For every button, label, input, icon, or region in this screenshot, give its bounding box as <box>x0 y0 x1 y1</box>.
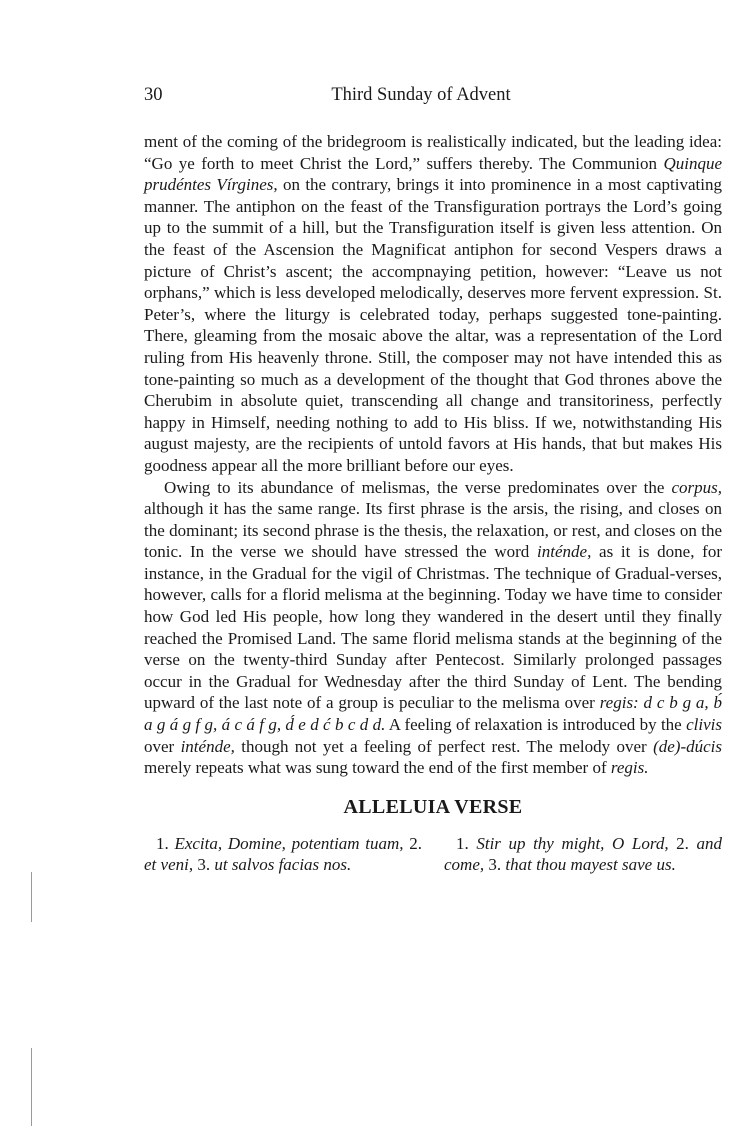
body-text <box>144 131 722 779</box>
page-header <box>144 80 722 110</box>
paragraph-1: ment of the coming of the bridegroom is realistically indicated, but the leading idea: “Go ye forth to meet Christ the Lord,” suffers thereby. The Communion Quinque prudéntes Vírgines, on the contrary, brings it into prominence in a most captivating manner. The antiphon on the feast of the Transfiguration portrays the Lord’s going up to the summit of a hill, but the Transfiguration itself is given less attention. On the feast of the Ascension the Magnificat antiphon for second Vespers draws a picture of Christ’s ascent; the accompnaying petition, however: “Leave us not orphans,” which is less developed melodically, deserves more fervent expression. St. Peter’s, where the liturgy is celebrated today, perhaps suggested tone-painting. There, gleaming from the mosaic above the altar, was a representation of the Lord ruling from His heavenly throne. Still, the composer may not have intended this as tone-painting so much as a development of the thought that God thrones above the Cherubim in absolute quiet, transcending all change and transitoriness, perfectly happy in Himself, needing nothing to add to His bliss. If we, notwithstanding His august majesty, are the recipients of untold favors at His hands, that but makes His goodness appear all the more brilliant before our eyes. <box>144 132 722 475</box>
book-page <box>144 80 722 876</box>
paragraph-2: Owing to its abundance of melismas, the verse predominates over the corpus, although it has the same range. Its first phrase is the arsis, the rising, and closes on the dominant; its second phrase is the thesis, the relaxation, or rest, and closes on the tonic. In the verse we should have stressed the word inténde, as it is done, for instance, in the Gradual for the vigil of Christmas. The technique of Gradual-verses, however, calls for a florid melisma at the beginning. Today we have time to consider how God led His people, how long they wandered in the desert until they finally reached the Promised Land. The same florid melisma stands at the beginning of the verse on the twenty-third Sunday after Pentecost. Similarly prolonged passages occur in the Gradual for Wednesday after the third Sunday of Lent. The bending upward of the last note of a group is peculiar to the melisma over regis: d c b g a, b́ a g á g f g, á c á f g, d́ e d ć b c d d. A feeling of relaxation is introduced by the clivis over inténde, though not yet a feeling of perfect rest. The melody over (de)-dúcis merely repeats what was sung toward the end of the first member of regis. <box>144 477 723 778</box>
section-title: ALLELUIA VERSE <box>343 795 523 818</box>
latin-text: 1. Excita, Domine, potentiam tuam, 2. et veni, 3. ut salvos facias nos. <box>144 833 422 875</box>
english-text: 1. Stir up thy might, O Lord, 2. and come, 3. that thou mayest save us. <box>444 833 723 875</box>
page-number: 30 <box>144 85 163 105</box>
english-column <box>444 833 722 876</box>
running-head: Third Sunday of Advent <box>331 85 511 105</box>
scan-margin-line <box>31 1048 32 1126</box>
alleluia-verse-columns <box>144 833 722 876</box>
melisma-notes: regis: d c b g a, b́ a g á g f g, á c á f g, d́ e d ć b c d d. <box>144 693 723 735</box>
latin-column <box>144 833 422 876</box>
scan-margin-line <box>31 872 32 922</box>
